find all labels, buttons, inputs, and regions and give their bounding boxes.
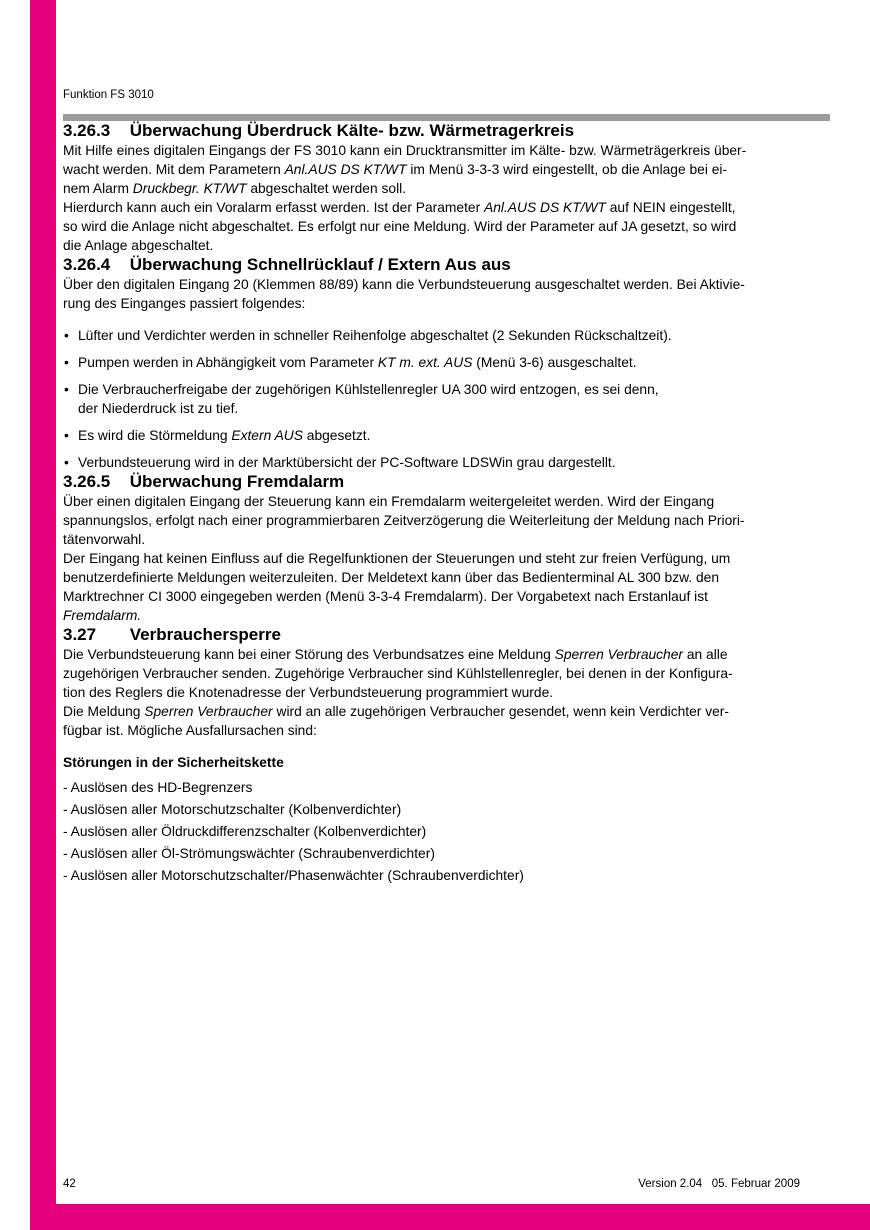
section-title: Überwachung Fremdalarm: [129, 472, 345, 491]
bullet-text: Lüfter und Verdichter werden in schneller Reihenfolge abgeschaltet (2 Sekunden Rückschaltzeit).: [78, 328, 672, 343]
section-title: Überwachung Schnellrücklauf / Extern Aus aus: [129, 255, 511, 274]
bullet-item: [63, 426, 843, 445]
page-footer: [63, 1178, 800, 1191]
bullet-text: Es wird die Störmeldung Extern AUS abgesetzt.: [78, 428, 371, 443]
version-text: Version 2.04 05. Februar 2009: [638, 1178, 800, 1190]
page-number: 42: [63, 1178, 76, 1190]
bullet-marker: •: [64, 382, 69, 397]
section-heading-3-26-3: [63, 121, 843, 141]
paragraph: Die Verbundsteuerung kann bei einer Störung des Verbundsatzes eine Meldung Sperren Verbraucher an alle zugehörigen Verbraucher senden. Zugehörige Verbraucher sind Kühlstellenregler, bei denen in der Konfigura- tion des Reglers die Knotenadresse der Verbundsteuerung programmiert wurde.: [63, 647, 733, 700]
bullet-item: [63, 380, 843, 418]
bullet-text: Verbundsteuerung wird in der Marktübersicht der PC-Software LDSWin grau dargestellt.: [78, 455, 616, 470]
section-heading-3-27: [63, 625, 843, 645]
sub-heading: Störungen in der Sicherheitskette: [63, 755, 284, 770]
paragraph: Über einen digitalen Eingang der Steuerung kann ein Fremdalarm weitergeleitet werden. Wird der Eingang spannungslos, erfolgt nach einer programmierbaren Zeitverzögerung die Weiterleitung der Meldung nach Priori- tätenvorwahl.: [63, 494, 745, 547]
section-number: 3.26.5: [63, 472, 111, 491]
list-item: - Auslösen aller Motorschutzschalter (Kolbenverdichter): [63, 802, 402, 817]
bullet-text: Pumpen werden in Abhängigkeit vom Parameter KT m. ext. AUS (Menü 3-6) ausgeschaltet.: [78, 355, 637, 370]
bullet-item: [63, 326, 843, 345]
paragraph: Mit Hilfe eines digitalen Eingangs der FS 3010 kann ein Drucktransmitter im Kälte- bzw. Wärmeträgerkreis über- wacht werden. Mit dem Parametern Anl.AUS DS KT/WT im Menü 3-3-3 wird eingestellt, ob die Anlage bei ei- nem Alarm Druckbegr. KT/WT abgeschaltet werden soll.: [63, 143, 747, 196]
list-item: - Auslösen aller Öl-Strömungswächter (Schraubenverdichter): [63, 846, 435, 861]
paragraph: Hierdurch kann auch ein Voralarm erfasst werden. Ist der Parameter Anl.AUS DS KT/WT auf NEIN eingestellt, so wird die Anlage nicht abgeschaltet. Es erfolgt nur eine Meldung. Wird der Parameter auf JA gesetzt, so wird die Anlage abgeschaltet.: [63, 200, 737, 253]
section-heading-3-26-4: [63, 255, 843, 275]
page-content: [63, 0, 843, 885]
bullet-text: Die Verbraucherfreigabe der zugehörigen Kühlstellenregler UA 300 wird entzogen, es sei denn, der Niederdruck ist zu tief.: [78, 382, 659, 416]
accent-bar-left: [30, 0, 56, 1230]
list-item: - Auslösen aller Motorschutzschalter/Phasenwächter (Schraubenverdichter): [63, 868, 524, 883]
bullet-list: [63, 326, 843, 472]
running-header: Funktion FS 3010: [63, 89, 154, 101]
dash-list: [63, 778, 843, 885]
bullet-marker: •: [64, 328, 69, 343]
section-number: 3.26.4: [63, 255, 111, 274]
bullet-marker: •: [64, 455, 69, 470]
paragraph: Die Meldung Sperren Verbraucher wird an alle zugehörigen Verbraucher gesendet, wenn kein Verdichter ver- fügbar ist. Mögliche Ausfallursachen sind:: [63, 704, 729, 738]
list-item: - Auslösen des HD-Begrenzers: [63, 780, 253, 795]
bullet-item: [63, 353, 843, 372]
bullet-item: [63, 453, 843, 472]
paragraph: Der Eingang hat keinen Einfluss auf die Regelfunktionen der Steuerungen und steht zur freien Verfügung, um benutzerdefinierte Meldungen weiterzuleiten. Der Meldetext kann über das Bedienterminal AL 300 bzw. den Marktrechner CI 3000 eingegeben werden (Menü 3-3-4 Fremdalarm). Der Vorgabetext nach Erstanlauf ist Fremdalarm.: [63, 551, 731, 623]
section-heading-3-26-5: [63, 472, 843, 492]
section-title: Überwachung Überdruck Kälte- bzw. Wärmetragerkreis: [129, 121, 575, 140]
section-title: Verbrauchersperre: [129, 625, 281, 644]
bullet-marker: •: [64, 428, 69, 443]
paragraph: Über den digitalen Eingang 20 (Klemmen 88/89) kann die Verbundsteuerung ausgeschaltet werden. Bei Aktivie- rung des Einganges passiert folgendes:: [63, 277, 745, 311]
accent-bar-bottom: [30, 1204, 870, 1230]
list-item: - Auslösen aller Öldruckdifferenzschalter (Kolbenverdichter): [63, 824, 427, 839]
header-rule: [63, 114, 830, 121]
section-number: 3.27: [63, 625, 97, 644]
section-number: 3.26.3: [63, 121, 111, 140]
bullet-marker: •: [64, 355, 69, 370]
